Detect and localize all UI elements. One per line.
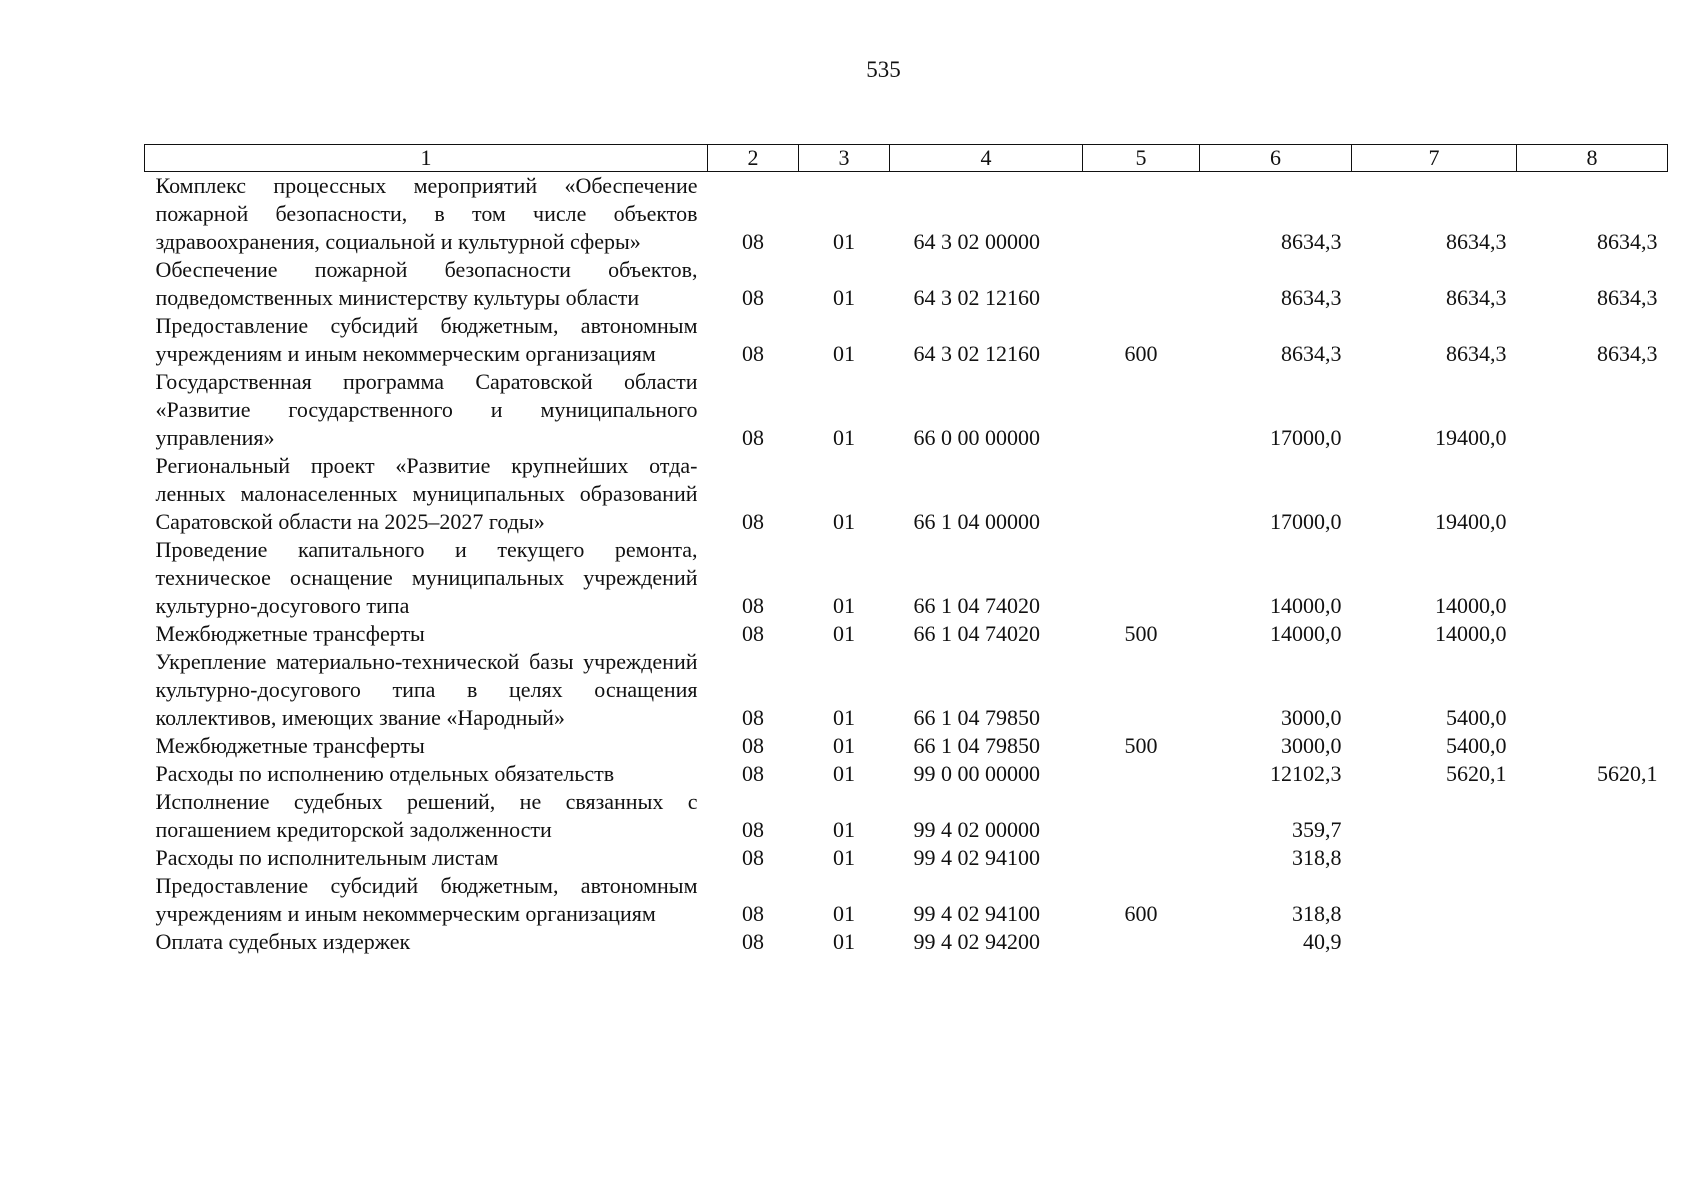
amount-col-8 (1517, 844, 1668, 872)
expense-type-code (1083, 256, 1200, 312)
table-row (145, 368, 1668, 452)
table-row (145, 536, 1668, 620)
section-code: 08 (742, 621, 764, 646)
table-row (145, 732, 1668, 760)
header-col-1: 1 (145, 145, 708, 172)
amount-col-8 (1517, 872, 1668, 928)
target-article-code: 99 0 00 00000 (913, 761, 1040, 786)
amount-col-7 (1352, 788, 1517, 844)
target-article-code: 99 4 02 00000 (913, 817, 1040, 842)
row-name: Проведение капитального и текущего ремонта, техническое оснащение муниципальных учреждений культурно-досугового типа (155, 537, 698, 618)
amount-col-6: 8634,3 (1281, 341, 1342, 366)
amount-col-8 (1517, 536, 1668, 620)
section-code: 08 (742, 733, 764, 758)
amount-col-6: 318,8 (1292, 901, 1342, 926)
amount-col-8 (1517, 928, 1668, 956)
amount-col-7: 5620,1 (1446, 761, 1507, 786)
target-article-code: 66 0 00 00000 (913, 425, 1040, 450)
table-row (145, 648, 1668, 732)
amount-col-7: 8634,3 (1446, 341, 1507, 366)
row-name: Государственная программа Саратовской области «Развитие государственного и муниципального управления» (155, 369, 698, 450)
expense-type-code (1083, 760, 1200, 788)
amount-col-6: 3000,0 (1281, 705, 1342, 730)
row-name: Предоставление субсидий бюджетным, автономным учреждениям и иным некоммерческим организациям (155, 313, 698, 366)
amount-col-7 (1352, 844, 1517, 872)
subsection-code: 01 (833, 509, 855, 534)
amount-col-6: 359,7 (1292, 817, 1342, 842)
section-code: 08 (742, 229, 764, 254)
table-row (145, 928, 1668, 956)
amount-col-7: 14000,0 (1435, 621, 1507, 646)
row-name: Межбюджетные трансферты (155, 733, 425, 758)
expense-type-code (1083, 452, 1200, 536)
subsection-code: 01 (833, 761, 855, 786)
expense-type-code: 600 (1124, 901, 1158, 926)
amount-col-7: 5400,0 (1446, 705, 1507, 730)
section-code: 08 (742, 929, 764, 954)
row-name: Укрепление материально-технической базы учреждений культурно-досугового типа в целях оснащения коллективов, имеющих звание «Народный» (155, 649, 698, 730)
expense-type-code (1083, 648, 1200, 732)
amount-col-6: 318,8 (1292, 845, 1342, 870)
amount-col-8: 8634,3 (1597, 285, 1658, 310)
table-header-row (145, 145, 1668, 172)
table-row (145, 452, 1668, 536)
table-row (145, 172, 1668, 257)
subsection-code: 01 (833, 817, 855, 842)
section-code: 08 (742, 705, 764, 730)
target-article-code: 66 1 04 74020 (913, 621, 1040, 646)
subsection-code: 01 (833, 425, 855, 450)
amount-col-7: 8634,3 (1446, 285, 1507, 310)
table-row (145, 256, 1668, 312)
expense-type-code: 600 (1124, 341, 1158, 366)
target-article-code: 66 1 04 79850 (913, 705, 1040, 730)
header-col-6: 6 (1200, 145, 1352, 172)
target-article-code: 64 3 02 00000 (913, 229, 1040, 254)
amount-col-8 (1517, 648, 1668, 732)
subsection-code: 01 (833, 901, 855, 926)
subsection-code: 01 (833, 929, 855, 954)
header-col-2: 2 (708, 145, 799, 172)
amount-col-7: 19400,0 (1435, 509, 1507, 534)
subsection-code: 01 (833, 845, 855, 870)
page-number: 535 (866, 57, 901, 82)
target-article-code: 99 4 02 94100 (913, 845, 1040, 870)
amount-col-8: 8634,3 (1597, 229, 1658, 254)
amount-col-7: 5400,0 (1446, 733, 1507, 758)
amount-col-6: 17000,0 (1270, 509, 1342, 534)
subsection-code: 01 (833, 593, 855, 618)
amount-col-7 (1352, 872, 1517, 928)
row-name: Расходы по исполнительным листам (155, 845, 499, 870)
expense-type-code (1083, 844, 1200, 872)
amount-col-7: 8634,3 (1446, 229, 1507, 254)
target-article-code: 99 4 02 94200 (913, 929, 1040, 954)
expense-type-code (1083, 788, 1200, 844)
row-name: Оплата судебных издержек (155, 929, 411, 954)
row-name: Межбюджетные трансферты (155, 621, 425, 646)
section-code: 08 (742, 593, 764, 618)
amount-col-6: 14000,0 (1270, 621, 1342, 646)
row-name: Региональный проект «Развитие крупнейших отдаленных малонаселенных муниципальных образований Саратовской области на 2025–2027 годы» (155, 453, 698, 534)
table-row (145, 312, 1668, 368)
section-code: 08 (742, 341, 764, 366)
subsection-code: 01 (833, 341, 855, 366)
amount-col-8 (1517, 452, 1668, 536)
amount-col-8 (1517, 732, 1668, 760)
expense-type-code (1083, 368, 1200, 452)
target-article-code: 99 4 02 94100 (913, 901, 1040, 926)
amount-col-7: 14000,0 (1435, 593, 1507, 618)
amount-col-8: 8634,3 (1597, 341, 1658, 366)
amount-col-6: 8634,3 (1281, 229, 1342, 254)
amount-col-8 (1517, 368, 1668, 452)
header-col-3: 3 (799, 145, 890, 172)
table-row (145, 844, 1668, 872)
target-article-code: 66 1 04 00000 (913, 509, 1040, 534)
expense-type-code (1083, 928, 1200, 956)
expense-type-code (1083, 172, 1200, 257)
table-row (145, 620, 1668, 648)
expense-type-code (1083, 536, 1200, 620)
amount-col-6: 3000,0 (1281, 733, 1342, 758)
table-row (145, 760, 1668, 788)
subsection-code: 01 (833, 285, 855, 310)
expense-type-code: 500 (1124, 733, 1158, 758)
amount-col-8: 5620,1 (1597, 761, 1658, 786)
table-row (145, 788, 1668, 844)
section-code: 08 (742, 817, 764, 842)
amount-col-6: 17000,0 (1270, 425, 1342, 450)
target-article-code: 66 1 04 79850 (913, 733, 1040, 758)
amount-col-6: 40,9 (1303, 929, 1342, 954)
amount-col-7 (1352, 928, 1517, 956)
row-name: Обеспечение пожарной безопасности объектов, подведомственных министерству культуры области (155, 257, 698, 310)
row-name: Предоставление субсидий бюджетным, автономным учреждениям и иным некоммерческим организациям (155, 873, 698, 926)
subsection-code: 01 (833, 733, 855, 758)
amount-col-8 (1517, 620, 1668, 648)
budget-table (144, 144, 1668, 956)
amount-col-6: 8634,3 (1281, 285, 1342, 310)
header-col-4: 4 (890, 145, 1083, 172)
header-col-5: 5 (1083, 145, 1200, 172)
amount-col-6: 14000,0 (1270, 593, 1342, 618)
row-name: Комплекс процессных мероприятий «Обеспечение пожарной безопасности, в том числе объектов здравоохранения, социальной и культурной сферы» (155, 173, 698, 254)
target-article-code: 66 1 04 74020 (913, 593, 1040, 618)
section-code: 08 (742, 901, 764, 926)
amount-col-6: 12102,3 (1270, 761, 1342, 786)
section-code: 08 (742, 509, 764, 534)
header-col-8: 8 (1517, 145, 1668, 172)
row-name: Расходы по исполнению отдельных обязательств (155, 761, 615, 786)
section-code: 08 (742, 285, 764, 310)
target-article-code: 64 3 02 12160 (913, 341, 1040, 366)
section-code: 08 (742, 845, 764, 870)
amount-col-7: 19400,0 (1435, 425, 1507, 450)
target-article-code: 64 3 02 12160 (913, 285, 1040, 310)
subsection-code: 01 (833, 621, 855, 646)
subsection-code: 01 (833, 705, 855, 730)
expense-type-code: 500 (1124, 621, 1158, 646)
header-col-7: 7 (1352, 145, 1517, 172)
amount-col-8 (1517, 788, 1668, 844)
table-body (145, 172, 1668, 957)
subsection-code: 01 (833, 229, 855, 254)
section-code: 08 (742, 425, 764, 450)
table-row (145, 872, 1668, 928)
row-name: Исполнение судебных решений, не связанных с погашением кредиторской задолженности (155, 789, 698, 842)
section-code: 08 (742, 761, 764, 786)
